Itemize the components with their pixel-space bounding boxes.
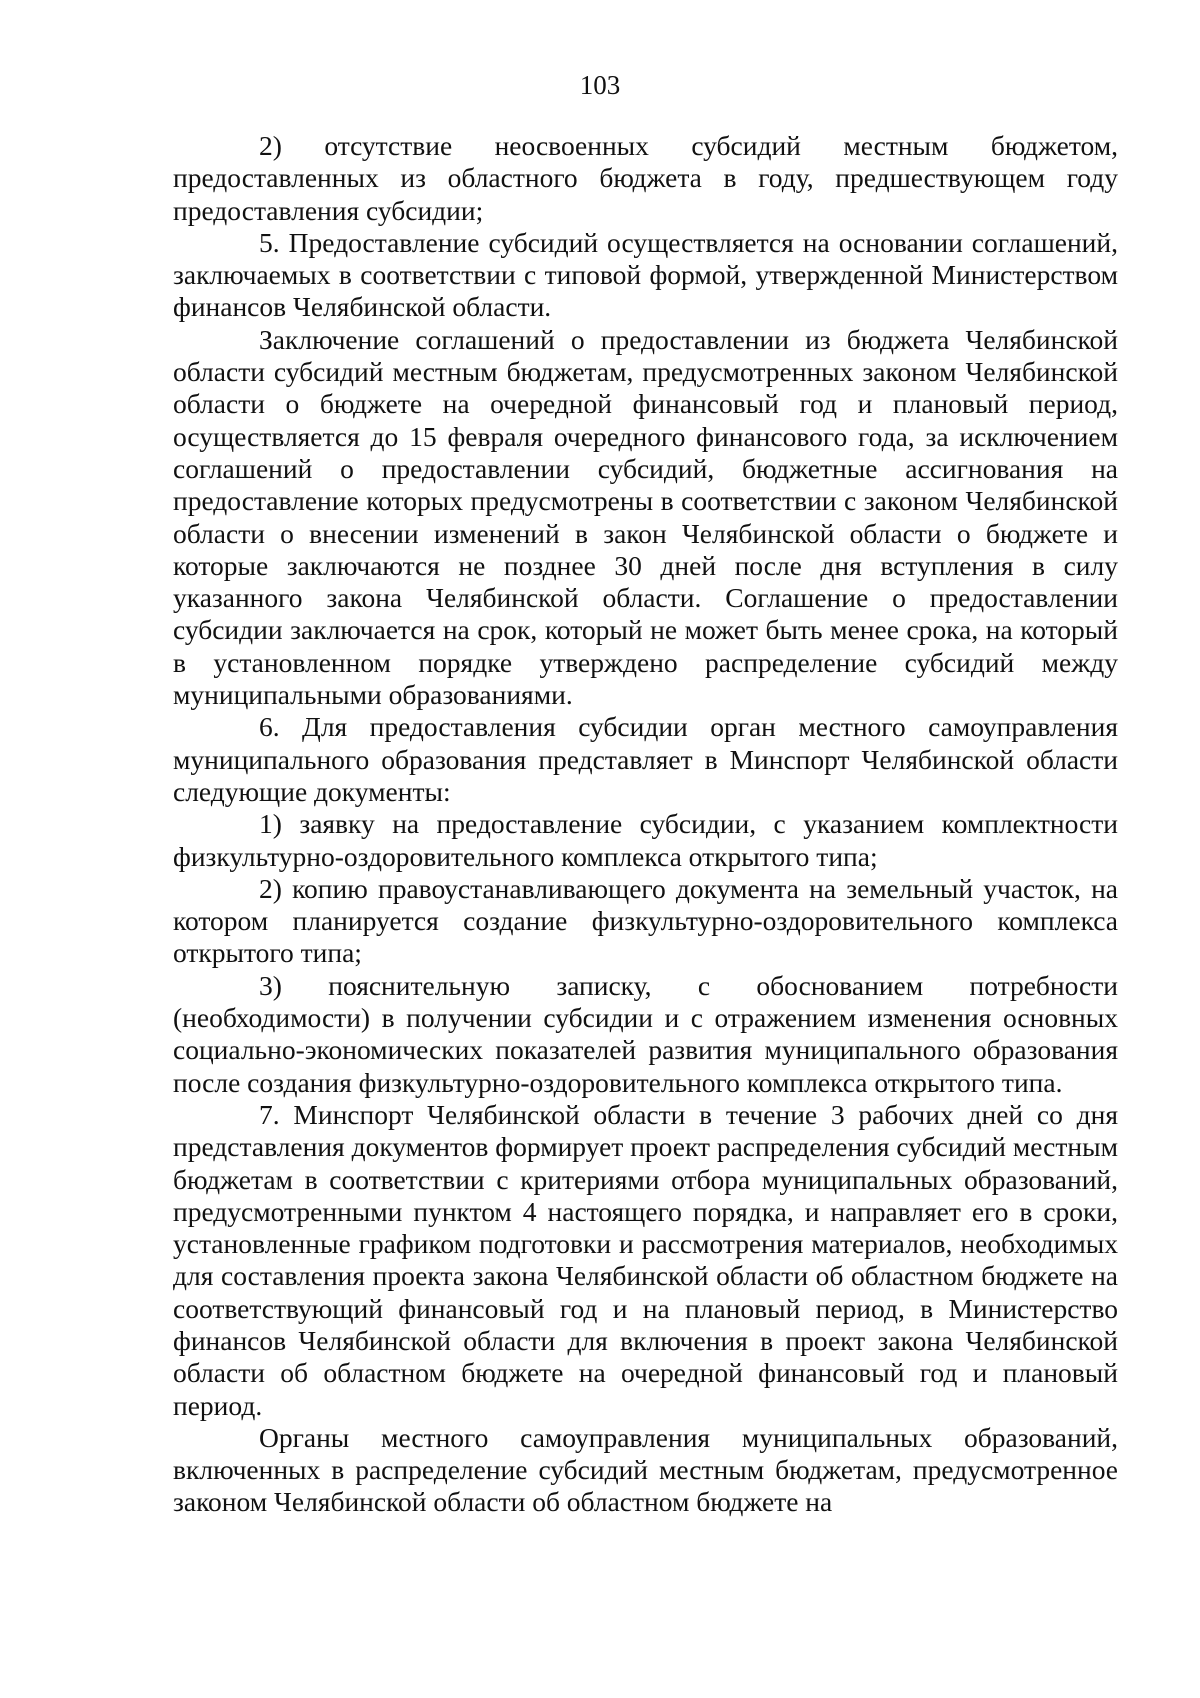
paragraph-subitem-3: 3) пояснительную записку, с обоснованием потребности (необходимости) в получении субсидии и с отражением изменения основных социально-экономических показателей развития муниципального образования после создания физкультурно-оздоровительного комплекса открытого типа. — [173, 969, 1118, 1098]
paragraph-point-5: 5. Предоставление субсидий осуществляется на основании соглашений, заключаемых в соответствии с типовой формой, утвержденной Министерством финансов Челябинской области. — [173, 226, 1118, 323]
paragraph-local-authorities: Органы местного самоуправления муниципальных образований, включенных в распределение субсидий местным бюджетам, предусмотренное законом Челябинской области об областном бюджете на — [173, 1421, 1118, 1518]
paragraph-point-7: 7. Минспорт Челябинской области в течение 3 рабочих дней со дня представления документов формирует проект распределения субсидий местным бюджетам в соответствии с критериями отбора муниципальных образований, предусмотренными пунктом 4 настоящего порядка, и направляет его в сроки, установленные графиком подготовки и рассмотрения материалов, необходимых для составления проекта закона Челябинской области об областном бюджете на соответствующий финансовый год и на плановый период, в Министерство финансов Челябинской области для включения в проект закона Челябинской области об областном бюджете на очередной финансовый год и плановый период. — [173, 1098, 1118, 1421]
paragraph-point-6: 6. Для предоставления субсидии орган местного самоуправления муниципального образования представляет в Минспорт Челябинской области следующие документы: — [173, 711, 1118, 807]
paragraph-agreements: Заключение соглашений о предоставлении из бюджета Челябинской области субсидий местным бюджетам, предусмотренных законом Челябинской области о бюджете на очередной финансовый год и плановый период, осуществляется до 15 февраля очередного финансового года, за исключением соглашений о предоставлении субсидий, бюджетные ассигнования на предоставление которых предусмотрены в соответствии с законом Челябинской области о внесении изменений в закон Челябинской области о бюджете и которые заключаются не позднее 30 дней после дня вступления в силу указанного закона Челябинской области. Соглашение о предоставлении субсидии заключается на срок, который не может быть менее срока, на который в установленном порядке утверждено распределение субсидий между муниципальными образованиями. — [173, 323, 1118, 711]
paragraph-item-2: 2) отсутствие неосвоенных субсидий местным бюджетом, предоставленных из областного бюджета в году, предшествующем году предоставления субсидии; — [173, 130, 1118, 226]
paragraph-subitem-2: 2) копию правоустанавливающего документа на земельный участок, на котором планируется создание физкультурно-оздоровительного комплекса открытого типа; — [173, 872, 1118, 969]
paragraph-subitem-1: 1) заявку на предоставление субсидии, с указанием комплектности физкультурно-оздоровительного комплекса открытого типа; — [173, 808, 1118, 872]
page-number: 103 — [579, 70, 621, 100]
document-body — [173, 130, 1118, 1519]
